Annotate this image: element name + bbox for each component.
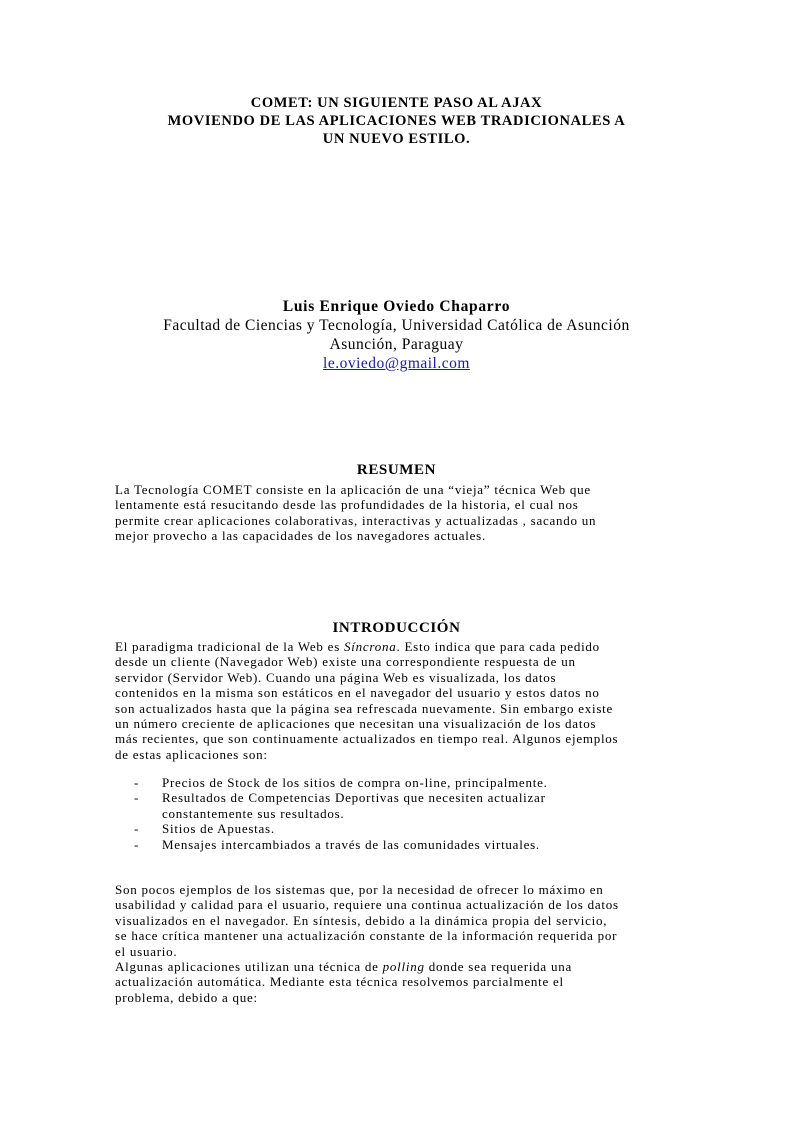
closing-paragraph <box>115 882 685 1005</box>
intro-line: servidor (Servidor Web). Cuando una página Web es visualizada, los datos <box>115 669 557 685</box>
paper-title <box>100 94 693 148</box>
closing-line: problema, debido a que: <box>115 989 258 1005</box>
closing-line: se hace crítica mantener una actualización constante de la información requerida por <box>115 928 618 944</box>
introduccion-heading: INTRODUCCIÓN <box>332 620 461 636</box>
intro-line-1-before: El paradigma tradicional de la Web es <box>115 639 344 654</box>
author-location: Asunción, Paraguay <box>329 336 464 353</box>
list-item <box>115 790 685 821</box>
polling-italic: polling <box>382 959 425 975</box>
closing-line: Son pocos ejemplos de los sistemas que, por la necesidad de ofrecer lo máximo en <box>115 882 604 897</box>
list-item <box>115 775 685 790</box>
intro-line: más recientes, que son continuamente actualizados en tiempo real. Algunos ejemplos <box>115 731 619 747</box>
closing-line: usabilidad y calidad para el usuario, requiere una continua actualización de los datos <box>115 897 619 913</box>
polling-after: donde sea requerida una <box>424 959 572 975</box>
polling-line <box>115 959 685 974</box>
author-affiliation: Facultad de Ciencias y Tecnología, Universidad Católica de Asunción <box>163 317 630 334</box>
intro-line: desde un cliente (Navegador Web) existe una correspondiente respuesta de un <box>115 654 576 670</box>
author-block <box>60 297 733 373</box>
list-item-text-continued: constantemente sus resultados. <box>162 805 345 821</box>
list-item-text: Resultados de Competencias Deportivas que necesiten actualizar <box>162 790 546 806</box>
list-item-text: Sitios de Apuestas. <box>162 821 275 837</box>
intro-line: de estas aplicaciones son: <box>115 746 268 762</box>
intro-line-1-after: . Esto indica que para cada pedido <box>396 639 600 654</box>
author-email-link[interactable]: le.oviedo@gmail.com <box>323 355 470 372</box>
title-line-2: MOVIENDO DE LAS APLICACIONES WEB TRADICIONALES A <box>167 113 626 129</box>
resumen-line: La Tecnología COMET consiste en la aplicación de una “vieja” técnica Web que <box>115 482 591 497</box>
list-item <box>115 837 685 852</box>
intro-line: un número creciente de aplicaciones que necesitan una visualización de los datos <box>115 716 597 732</box>
author-name: Luis Enrique Oviedo Chaparro <box>282 298 511 315</box>
bullet-dash: - <box>134 775 140 790</box>
bullet-dash: - <box>134 790 140 806</box>
resumen-heading: RESUMEN <box>356 462 437 478</box>
title-line-1: COMET: UN SIGUIENTE PASO AL AJAX <box>250 95 543 111</box>
sincrona-italic: Síncrona <box>344 639 397 654</box>
introduccion-paragraph <box>115 639 685 762</box>
closing-line: visualizados en el navegador. En síntesis, debido a la dinámica propia del servicio, <box>115 912 608 928</box>
closing-line: el usuario. <box>115 943 178 959</box>
resumen-line: mejor provecho a las capacidades de los navegadores actuales. <box>115 528 486 544</box>
bullet-dash: - <box>134 821 140 837</box>
bullet-dash: - <box>134 836 140 852</box>
closing-line: actualización automática. Mediante esta técnica resolvemos parcialmente el <box>115 974 564 990</box>
intro-line <box>115 639 685 654</box>
polling-before: Algunas aplicaciones utilizan una técnica de <box>115 959 383 975</box>
intro-line: contenidos en la misma son estáticos en el navegador del usuario y estos datos no <box>115 685 600 701</box>
resumen-line: lentamente está resucitando desde las profundidades de la historia, el cual nos <box>115 497 579 513</box>
intro-line: son actualizados hasta que la página sea refrescada nuevamente. Sin embargo existe <box>115 700 614 716</box>
list-item-text: Precios de Stock de los sitios de compra on-line, principalmente. <box>162 775 548 790</box>
title-line-3: UN NUEVO ESTILO. <box>322 131 471 147</box>
resumen-line: permite crear aplicaciones colaborativas, interactivas y actualizadas , sacando un <box>115 512 597 528</box>
examples-list <box>115 775 685 852</box>
list-item <box>115 821 685 836</box>
list-item-text: Mensajes intercambiados a través de las comunidades virtuales. <box>162 836 540 852</box>
resumen-paragraph <box>115 482 685 544</box>
